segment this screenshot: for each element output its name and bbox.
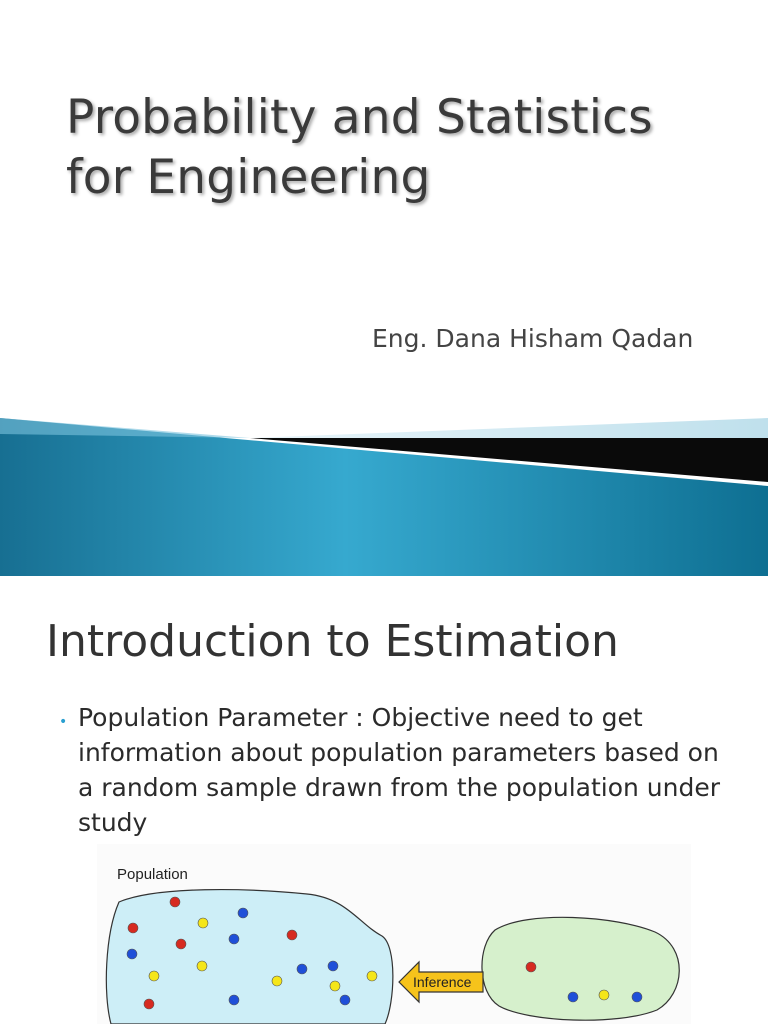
population-point	[229, 934, 239, 944]
population-point	[287, 930, 297, 940]
population-point	[176, 939, 186, 949]
population-point	[144, 999, 154, 1009]
population-point	[330, 981, 340, 991]
estimation-diagram	[97, 844, 691, 1024]
slide-title	[66, 88, 746, 208]
decorative-banner	[0, 410, 768, 576]
inference-label: Inference	[413, 974, 472, 990]
population-point	[197, 961, 207, 971]
population-point	[272, 976, 282, 986]
sample-point	[526, 962, 536, 972]
population-point	[340, 995, 350, 1005]
slide-title-line-1: Probability and Statistics	[66, 90, 653, 145]
population-point	[170, 897, 180, 907]
bullet-marker: •	[59, 714, 68, 730]
population-point	[127, 949, 137, 959]
population-point	[367, 971, 377, 981]
content-slide	[0, 576, 768, 1024]
population-point	[297, 964, 307, 974]
slide-title-line-2: for Engineering	[66, 150, 431, 205]
population-point	[328, 961, 338, 971]
bullet-text: Population Parameter : Objective need to get information about population parameters based on a random sample drawn from the population under study	[78, 703, 721, 837]
population-label: Population	[117, 866, 188, 883]
author-name: Eng. Dana Hisham Qadan	[372, 324, 694, 353]
population-point	[149, 971, 159, 981]
population-point	[198, 918, 208, 928]
sample-point	[599, 990, 609, 1000]
sample-point	[632, 992, 642, 1002]
population-point	[128, 923, 138, 933]
population-point	[238, 908, 248, 918]
slide-heading: Introduction to Estimation	[46, 616, 619, 667]
sample-region	[482, 917, 679, 1020]
population-point	[229, 995, 239, 1005]
sample-point	[568, 992, 578, 1002]
